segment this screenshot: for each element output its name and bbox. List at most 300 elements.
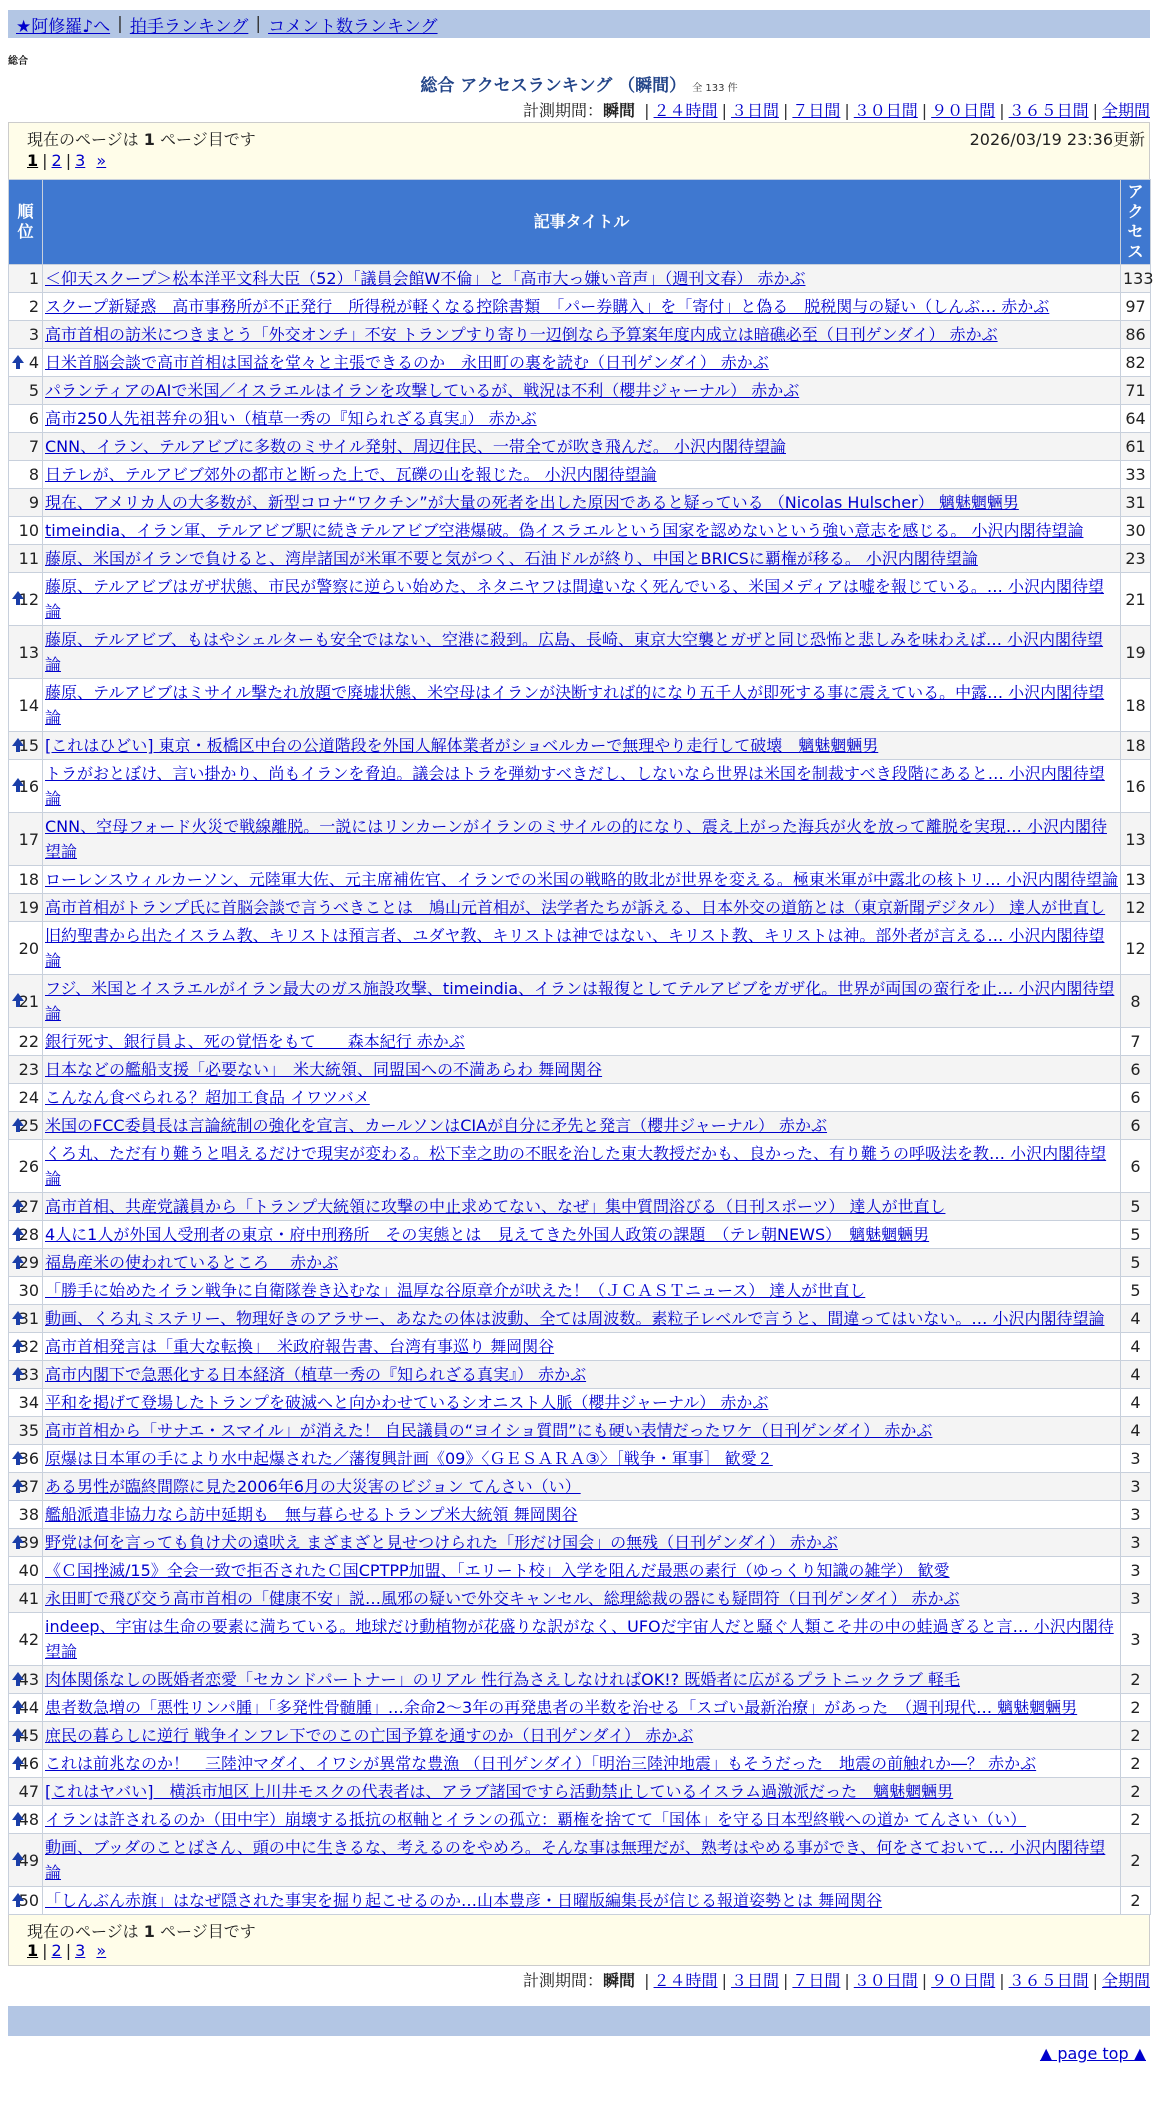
table-row xyxy=(9,1887,1151,1915)
rank-cell xyxy=(9,1585,43,1613)
access-count: 33 xyxy=(1121,461,1151,489)
title-cell xyxy=(43,1750,1121,1778)
period-option-link[interactable]: ３６５日間 xyxy=(1008,1971,1089,1990)
rank-number: 32 xyxy=(18,1337,39,1356)
title-cell xyxy=(43,265,1121,293)
period-separator: | xyxy=(999,101,1005,120)
rank-number: 41 xyxy=(18,1589,39,1608)
table-row xyxy=(9,545,1151,573)
access-count: 30 xyxy=(1121,517,1151,545)
rank-number: 2 xyxy=(28,297,39,316)
table-row xyxy=(9,1249,1151,1277)
title-cell xyxy=(43,1028,1121,1056)
article-title-link[interactable]: 高市首相の訪米につきまとう「外交オンチ」不安 トランプすり寄り一辺倒なら予算案年度内成立は暗礁必至（日刊ゲンダイ） 赤かぶ xyxy=(45,325,998,344)
rank-cell xyxy=(9,894,43,922)
period-option-link[interactable]: ３６５日間 xyxy=(1008,101,1089,120)
period-current: 瞬間 xyxy=(603,1971,636,1990)
access-count: 97 xyxy=(1121,293,1151,321)
article-title-link[interactable]: フジ、米国とイスラエルがイラン最大のガス施設攻撃、timeindia、イランは報復としてテルアビブをガザ化。世界が両国の蛮行を止… 小沢内閣待望論 xyxy=(45,979,1115,1023)
rank-cell xyxy=(9,1694,43,1722)
rank-number: 27 xyxy=(18,1197,39,1216)
period-options xyxy=(640,1971,1150,1990)
table-row xyxy=(9,975,1151,1028)
page-title: 総合 アクセスランキング （瞬間） xyxy=(420,76,687,96)
title-cell xyxy=(43,1806,1121,1834)
period-option-link[interactable]: ２４時間 xyxy=(653,101,718,120)
table-row xyxy=(9,1501,1151,1529)
title-cell xyxy=(43,922,1121,975)
article-title-link[interactable]: 米国のFCC委員長は言論統制の強化を宣言、カールソンはCIAが自分に矛先と発言（櫻井ジャーナル） 赤かぶ xyxy=(45,1116,828,1135)
table-row xyxy=(9,573,1151,626)
article-title-link[interactable]: 高市首相から「サナエ・スマイル」が消えた！ 自民議員の“ヨイショ質問”にも硬い表情だったワケ（日刊ゲンダイ） 赤かぶ xyxy=(45,1421,933,1440)
rank-number: 6 xyxy=(28,409,39,428)
access-count: 3 xyxy=(1121,1529,1151,1557)
access-count: 7 xyxy=(1121,1028,1151,1056)
period-option-link[interactable]: ３０日間 xyxy=(853,101,918,120)
table-row xyxy=(9,405,1151,433)
article-title-link[interactable]: くろ丸、ただ有り難うと唱えるだけで現実が変わる。松下幸之助の不眠を治した東大教授だかも、良かった、有り難うの呼吸法を教… 小沢内閣待望論 xyxy=(45,1144,1107,1188)
table-row xyxy=(9,517,1151,545)
table-row xyxy=(9,813,1151,866)
pager-separator: | xyxy=(42,1941,48,1960)
rank-cell xyxy=(9,321,43,349)
rank-cell xyxy=(9,1501,43,1529)
article-title-link[interactable]: 現在、アメリカ人の大多数が、新型コロナ“ワクチン”が大量の死者を出した原因であると疑っている （Nicolas Hulscher） 魑魅魍魎男 xyxy=(45,493,1019,512)
rank-cell xyxy=(9,1445,43,1473)
article-title-link[interactable]: スクープ新疑惑 高市事務所が不正発行 所得税が軽くなる控除書類 「パー券購入」を「寄付」と偽る 脱税関与の疑い（しんぶ… 赤かぶ xyxy=(45,297,1050,316)
access-count: 3 xyxy=(1121,1473,1151,1501)
article-title-link[interactable]: 肉体関係なしの既婚者恋愛「セカンドパートナー」のリアル 性行為さえしなければOK!? 既婚者に広がるプラトニックラブ 軽毛 xyxy=(45,1670,961,1689)
access-count: 8 xyxy=(1121,975,1151,1028)
article-title-link[interactable]: 日米首脳会談で高市首相は国益を堂々と主張できるのか 永田町の裏を読む（日刊ゲンダイ） 赤かぶ xyxy=(45,353,769,372)
pager-current: 1 xyxy=(27,151,39,170)
rank-number: 24 xyxy=(18,1088,39,1107)
rank-cell xyxy=(9,1834,43,1887)
table-row xyxy=(9,1333,1151,1361)
table-row xyxy=(9,1112,1151,1140)
table-row xyxy=(9,349,1151,377)
article-title-link[interactable]: 高市首相、共産党議員から「トランプ大統領に攻撃の中止求めてない、なぜ」集中質問浴びる（日刊スポーツ） 達人が世直し xyxy=(45,1197,946,1216)
rank-number: 12 xyxy=(18,589,39,609)
table-row xyxy=(9,1722,1151,1750)
article-title-link[interactable]: 動画、ブッダのことばさん、頭の中に生きるな、考えるのをやめろ。そんな事は無理だが、熟考はやめる事ができ、何をさておいて… 小沢内閣待望論 xyxy=(45,1838,1106,1882)
rank-number: 44 xyxy=(18,1698,39,1717)
rank-number: 34 xyxy=(18,1393,39,1412)
table-row xyxy=(9,1221,1151,1249)
ranking-table xyxy=(8,179,1154,1915)
site-label: 総合 xyxy=(8,56,28,67)
access-count: 31 xyxy=(1121,489,1151,517)
rank-number: 18 xyxy=(18,870,39,889)
article-title-link[interactable]: 《Ｃ国挫滅/15》全会一致で拒否されたＣ国CPTPP加盟、「エリート校」入学を阻んだ最悪の素行（ゆっくり知識の雑学） 歓愛 xyxy=(45,1561,950,1580)
current-page-suffix: ページ目です xyxy=(154,130,256,149)
access-count: 5 xyxy=(1121,1249,1151,1277)
access-count: 18 xyxy=(1121,732,1151,760)
period-label: 計測期間： xyxy=(523,1971,604,1990)
pager-bottom xyxy=(27,1941,106,1960)
article-title-link[interactable]: 「しんぶん赤旗」はなぜ隠された事実を掘り起こせるのか…山本豊彦・日曜版編集長が信じる報道姿勢とは 舞岡関谷 xyxy=(45,1891,883,1910)
title-cell xyxy=(43,1585,1121,1613)
period-option-link[interactable]: ９０日間 xyxy=(931,101,996,120)
period-option-link[interactable]: ３日間 xyxy=(730,1971,779,1990)
rank-number: 16 xyxy=(18,776,39,796)
access-count: 2 xyxy=(1121,1778,1151,1806)
table-row xyxy=(9,760,1151,813)
table-row xyxy=(9,1445,1151,1473)
access-count: 86 xyxy=(1121,321,1151,349)
title-cell xyxy=(43,1694,1121,1722)
table-row xyxy=(9,866,1151,894)
comment-ranking-link[interactable]: コメント数ランキング xyxy=(268,16,438,37)
period-option-link[interactable]: 全期間 xyxy=(1101,1971,1150,1990)
table-row xyxy=(9,732,1151,760)
title-cell xyxy=(43,626,1121,679)
period-separator: | xyxy=(844,1971,850,1990)
article-title-link[interactable]: 原爆は日本軍の手により水中起爆された／藩復興計画《09》〈ＧＥＳＡＲＡ③〉［戦争・軍事］ 歓愛２ xyxy=(45,1449,773,1468)
pager-page-link[interactable]: 2 xyxy=(51,151,62,170)
rank-number: 33 xyxy=(18,1365,39,1384)
rank-cell xyxy=(9,1417,43,1445)
article-title-link[interactable]: 患者数急増の「悪性リンパ腫」「多発性骨髄腫」…余命2～3年の再発患者の半数を治せる「スゴい最新治療」があった （週刊現代… 魑魅魍魎男 xyxy=(45,1698,1078,1717)
rank-cell xyxy=(9,1473,43,1501)
rank-number: 15 xyxy=(18,736,39,755)
article-title-link[interactable]: 4人に1人が外国人受刑者の東京・府中刑務所 その実態とは 見えてきた外国人政策の課題 （テレ朝NEWS） 魑魅魍魎男 xyxy=(45,1225,930,1244)
table-row xyxy=(9,1666,1151,1694)
header-count: アクセス xyxy=(1121,180,1151,265)
title-cell xyxy=(43,1473,1121,1501)
pager-separator: | xyxy=(65,151,72,170)
access-count: 2 xyxy=(1121,1722,1151,1750)
rank-cell xyxy=(9,1193,43,1221)
title-cell xyxy=(43,1140,1121,1193)
rank-cell xyxy=(9,489,43,517)
rank-cell xyxy=(9,433,43,461)
table-row xyxy=(9,1529,1151,1557)
access-count: 2 xyxy=(1121,1834,1151,1887)
period-option-link[interactable]: ３日間 xyxy=(730,101,779,120)
rank-number: 14 xyxy=(18,695,39,715)
rank-cell xyxy=(9,461,43,489)
ranking-rows xyxy=(9,265,1154,1915)
period-separator: | xyxy=(844,101,850,120)
article-title-link[interactable]: indeep、宇宙は生命の要素に満ちている。地球だけ動植物が花盛りな訳がなく、UFOだ宇宙人だと騒ぐ人類こそ井の中の蛙過ぎると言… 小沢内閣待望論 xyxy=(45,1617,1114,1661)
table-row xyxy=(9,1361,1151,1389)
access-count: 2 xyxy=(1121,1806,1151,1834)
pager-current: 1 xyxy=(27,1941,39,1960)
title-cell xyxy=(43,1722,1121,1750)
home-link[interactable]: ★阿修羅♪へ xyxy=(16,16,111,37)
article-title-link[interactable]: 動画、くろ丸ミステリー、物理好きのアラサー、あなたの体は波動、全ては周波数。素粒子レベルで言うと、間違ってはいない。… 小沢内閣待望論 xyxy=(45,1309,1105,1328)
article-title-link[interactable]: 藤原、テルアビブはガザ状態、市民が警察に逆らい始めた、ネタニヤフは間違いなく死んでいる、米国メディアは嘘を報じている。… 小沢内閣待望論 xyxy=(45,577,1105,621)
article-title-link[interactable]: 藤原、テルアビブ、もはやシェルターも安全ではない、空港に殺到。広島、長崎、東京大空襲とガザと同じ恐怖と悲しみを味わえば… 小沢内閣待望論 xyxy=(45,630,1104,674)
table-row xyxy=(9,1750,1151,1778)
title-cell xyxy=(43,1305,1121,1333)
access-count: 6 xyxy=(1121,1056,1151,1084)
pager-page-link[interactable]: 2 xyxy=(51,1941,62,1960)
rank-number: 47 xyxy=(18,1782,39,1801)
access-count: 4 xyxy=(1121,1333,1151,1361)
title-cell xyxy=(43,1778,1121,1806)
title-cell xyxy=(43,1417,1121,1445)
table-row xyxy=(9,265,1151,293)
page xyxy=(8,0,1154,2063)
table-row xyxy=(9,626,1151,679)
article-title-link[interactable]: CNN、イラン、テルアビブに多数のミサイル発射、周辺住民、一帯全てが吹き飛んだ。 小沢内閣待望論 xyxy=(45,437,786,456)
rank-number: 22 xyxy=(18,1032,39,1051)
period-separator: | xyxy=(999,1971,1005,1990)
period-selector-bottom xyxy=(8,1970,1150,1992)
title-cell xyxy=(43,1389,1121,1417)
title-cell xyxy=(43,1501,1121,1529)
table-row xyxy=(9,1084,1151,1112)
rank-cell xyxy=(9,813,43,866)
period-separator: | xyxy=(782,101,789,120)
article-title-link[interactable]: 高市250人先祖菩弁の狙い（植草一秀の『知られざる真実』） 赤かぶ xyxy=(45,409,537,428)
article-title-link[interactable]: 庶民の暮らしに逆行 戦争インフレ下でのこの亡国予算を通すのか（日刊ゲンダイ） 赤かぶ xyxy=(45,1726,694,1745)
rank-number: 30 xyxy=(18,1281,39,1300)
rank-cell xyxy=(9,1305,43,1333)
period-separator: | xyxy=(644,101,650,120)
access-count: 5 xyxy=(1121,1193,1151,1221)
rank-cell xyxy=(9,732,43,760)
title-cell xyxy=(43,975,1121,1028)
title-cell xyxy=(43,573,1121,626)
article-title-link[interactable]: こんなん食べられる？超加工食品 イワツバメ xyxy=(45,1088,370,1107)
rank-number: 23 xyxy=(18,1060,39,1079)
article-title-link[interactable]: 藤原、テルアビブはミサイル撃たれ放題で廃墟状態、米空母はイランが決断すれば的になり五千人が即死する事に震えている。中露… 小沢内閣待望論 xyxy=(45,683,1105,727)
rank-number: 21 xyxy=(18,991,39,1011)
table-row xyxy=(9,1613,1151,1666)
rank-number: 40 xyxy=(18,1561,39,1580)
clap-ranking-link[interactable]: 拍手ランキング xyxy=(129,16,249,37)
article-title-link[interactable]: 永田町で飛び交う高市首相の「健康不安」説…風邪の疑いで外交キャンセル、総理総裁の器にも疑問符（日刊ゲンダイ） 赤かぶ xyxy=(45,1589,960,1608)
article-title-link[interactable]: イランは許されるのか（田中宇）崩壊する抵抗の枢軸とイランの孤立：覇権を捨てて「国体」を守る日本型終戦への道か てんさい（い） xyxy=(45,1810,1027,1829)
rank-cell xyxy=(9,1056,43,1084)
rank-number: 13 xyxy=(18,642,39,662)
table-row xyxy=(9,1389,1151,1417)
article-title-link[interactable]: ローレンスウィルカーソン、元陸軍大佐、元主席補佐官、イランでの米国の戦略的敗北が世界を変える。極東米軍が中露北の核トリ… 小沢内閣待望論 xyxy=(45,870,1119,889)
access-count: 3 xyxy=(1121,1585,1151,1613)
access-count: 2 xyxy=(1121,1887,1151,1915)
article-title-link[interactable]: 平和を掲げて登場したトランプを破滅へと向かわせているシオニスト人脈（櫻井ジャーナル） 赤かぶ xyxy=(45,1393,769,1412)
rank-number: 35 xyxy=(18,1421,39,1440)
rank-number: 31 xyxy=(18,1309,39,1328)
rank-cell xyxy=(9,1221,43,1249)
table-row xyxy=(9,1778,1151,1806)
current-page-text xyxy=(27,1919,256,1942)
article-title-link[interactable]: [これはヤバい] 横浜市旭区上川井モスクの代表者は、アラブ諸国ですら活動禁止しているイスラム過激派だった 魑魅魍魎男 xyxy=(45,1782,954,1801)
article-title-link[interactable]: これは前兆なのか！ 三陸沖マダイ、イワシが異常な豊漁 （日刊ゲンダイ）「明治三陸沖地震」もそうだった 地震の前触れか―？ 赤かぶ xyxy=(45,1754,1037,1773)
article-title-link[interactable]: 銀行死す、銀行員よ、死の覚悟をもて 森本紀行 赤かぶ xyxy=(45,1032,465,1051)
rank-number: 46 xyxy=(18,1754,39,1773)
pager-next-link[interactable]: » xyxy=(96,1941,107,1960)
title-cell xyxy=(43,545,1121,573)
access-count: 2 xyxy=(1121,1750,1151,1778)
period-option-link[interactable]: ９０日間 xyxy=(931,1971,996,1990)
rank-cell xyxy=(9,679,43,732)
table-row xyxy=(9,1417,1151,1445)
period-separator: | xyxy=(644,1971,650,1990)
title-cell xyxy=(43,1056,1121,1084)
header-title: 記事タイトル xyxy=(43,180,1121,265)
article-title-link[interactable]: 艦船派遣非協力なら訪中延期も 無与暮らせるトランプ米大統領 舞岡関谷 xyxy=(45,1505,578,1524)
article-title-link[interactable]: [これはひどい] 東京・板橋区中台の公道階段を外国人解体業者がショベルカーで無理やり走行して破壊 魑魅魍魎男 xyxy=(45,736,879,755)
period-option-link[interactable]: 全期間 xyxy=(1101,101,1150,120)
article-title-link[interactable]: 高市首相がトランプ氏に首脳会談で言うべきことは 鳩山元首相が、法学者たちが訴える、日本外交の道筋とは（東京新聞デジタル） 達人が世直し xyxy=(45,898,1106,917)
access-count: 4 xyxy=(1121,1389,1151,1417)
article-title-link[interactable]: 高市首相発言は「重大な転換」 米政府報告書、台湾有事巡り 舞岡関谷 xyxy=(45,1337,555,1356)
article-title-link[interactable]: 藤原、米国がイランで負けると、湾岸諸国が米軍不要と気がつく、石油ドルが終り、中国とBRICSに覇権が移る。 小沢内閣待望論 xyxy=(45,549,978,568)
period-option-link[interactable]: ２４時間 xyxy=(653,1971,718,1990)
title-cell xyxy=(43,349,1121,377)
table-row xyxy=(9,1557,1151,1585)
table-row xyxy=(9,1585,1151,1613)
pager-page-link[interactable]: 3 xyxy=(75,151,86,170)
rank-number: 39 xyxy=(18,1533,39,1552)
period-label: 計測期間： xyxy=(523,101,604,120)
article-title-link[interactable]: パランティアのAIで米国／イスラエルはイランを攻撃しているが、戦況は不利（櫻井ジャーナル） 赤かぶ xyxy=(45,381,800,400)
access-count: 3 xyxy=(1121,1445,1151,1473)
title-cell xyxy=(43,1529,1121,1557)
updated-timestamp: 2026/03/19 23:36更新 xyxy=(969,130,1145,149)
article-title-link[interactable]: 福島産米の使われているところ 赤かぶ xyxy=(45,1253,339,1272)
page-top-link[interactable]: ▲ page top ▲ xyxy=(1039,2044,1146,2063)
total-count: 全 133 件 xyxy=(692,83,738,94)
rank-cell xyxy=(9,1750,43,1778)
period-separator: | xyxy=(721,101,727,120)
table-row xyxy=(9,1028,1151,1056)
rank-number: 49 xyxy=(18,1850,39,1870)
top-nav xyxy=(8,10,1150,38)
access-count: 12 xyxy=(1121,894,1151,922)
rank-number: 3 xyxy=(28,325,39,344)
article-title-link[interactable]: 日テレが、テルアビブ郊外の都市と断った上で、瓦礫の山を報じた。 小沢内閣待望論 xyxy=(45,465,657,484)
title-cell xyxy=(43,1249,1121,1277)
table-row xyxy=(9,461,1151,489)
rank-cell xyxy=(9,1887,43,1915)
title-cell xyxy=(43,1887,1121,1915)
rank-cell xyxy=(9,1778,43,1806)
title-cell xyxy=(43,894,1121,922)
rank-cell xyxy=(9,405,43,433)
article-title-link[interactable]: トラがおとぼけ、言い掛かり、尚もイランを脅迫。議会はトラを弾劾すべきだし、しないなら世界は米国を制裁すべき段階にあると… 小沢内閣待望論 xyxy=(45,764,1105,808)
access-count: 6 xyxy=(1121,1112,1151,1140)
access-count: 4 xyxy=(1121,1305,1151,1333)
access-count: 2 xyxy=(1121,1694,1151,1722)
rank-number: 1 xyxy=(28,269,39,288)
access-count: 3 xyxy=(1121,1613,1151,1666)
title-cell xyxy=(43,433,1121,461)
article-title-link[interactable]: 野党は何を言っても負け犬の遠吠え まざまざと見せつけられた「形だけ国会」の無残（日刊ゲンダイ） 赤かぶ xyxy=(45,1533,838,1552)
article-title-link[interactable]: 旧約聖書から出たイスラム教、キリストは預言者、ユダヤ教、キリストは神ではない、キリスト教、キリストは神。部外者が言える… 小沢内閣待望論 xyxy=(45,926,1105,970)
table-row xyxy=(9,894,1151,922)
pager-next-link[interactable]: » xyxy=(96,151,107,170)
title-cell xyxy=(43,517,1121,545)
rank-number: 10 xyxy=(18,521,39,540)
article-title-link[interactable]: ある男性が臨終間際に見た2006年6月の大災害のビジョン てんさい（い） xyxy=(45,1477,581,1496)
period-option-link[interactable]: ７日間 xyxy=(792,1971,841,1990)
rank-cell xyxy=(9,1361,43,1389)
nav-separator: | xyxy=(117,14,123,34)
title-cell xyxy=(43,461,1121,489)
title-cell xyxy=(43,679,1121,732)
period-option-link[interactable]: ３０日間 xyxy=(853,1971,918,1990)
page-info-bottom xyxy=(8,1915,1150,1966)
rank-cell xyxy=(9,517,43,545)
table-row xyxy=(9,433,1151,461)
rank-number: 36 xyxy=(18,1449,39,1468)
article-title-link[interactable]: 日本などの艦船支援「必要ない」 米大統領、同盟国への不満あらわ 舞岡関谷 xyxy=(45,1060,603,1079)
rank-number: 48 xyxy=(18,1810,39,1829)
title-cell xyxy=(43,760,1121,813)
access-count: 12 xyxy=(1121,922,1151,975)
title-cell xyxy=(43,1084,1121,1112)
article-title-link[interactable]: CNN、空母フォード火災で戦線離脱。一説にはリンカーンがイランのミサイルの的になり、震え上がった海兵が火を放って離脱を実現… 小沢内閣待望論 xyxy=(45,817,1107,861)
title-cell xyxy=(43,1193,1121,1221)
table-row xyxy=(9,489,1151,517)
period-separator: | xyxy=(921,1971,928,1990)
rank-cell xyxy=(9,760,43,813)
current-page-num: 1 xyxy=(143,1922,155,1941)
access-count: 71 xyxy=(1121,377,1151,405)
period-option-link[interactable]: ７日間 xyxy=(792,101,841,120)
rank-number: 20 xyxy=(18,938,39,958)
access-count: 6 xyxy=(1121,1140,1151,1193)
access-count: 21 xyxy=(1121,573,1151,626)
rank-number: 29 xyxy=(18,1253,39,1272)
rank-cell xyxy=(9,1084,43,1112)
rank-cell xyxy=(9,265,43,293)
rank-number: 37 xyxy=(18,1477,39,1496)
table-row xyxy=(9,1473,1151,1501)
rank-cell xyxy=(9,545,43,573)
access-count: 3 xyxy=(1121,1557,1151,1585)
rank-cell xyxy=(9,1529,43,1557)
period-separator: | xyxy=(921,101,928,120)
rank-number: 17 xyxy=(18,829,39,849)
rank-cell xyxy=(9,573,43,626)
title-cell xyxy=(43,732,1121,760)
rank-cell xyxy=(9,1140,43,1193)
table-row xyxy=(9,1193,1151,1221)
rank-number: 26 xyxy=(18,1156,39,1176)
access-count: 4 xyxy=(1121,1361,1151,1389)
article-title-link[interactable]: 高市内閣下で急悪化する日本経済（植草一秀の『知られざる真実』） 赤かぶ xyxy=(45,1365,587,1384)
article-title-link[interactable]: timeindia、イラン軍、テルアビブ駅に続きテルアビブ空港爆破。偽イスラエルという国家を認めないという強い意志を感じる。 小沢内閣待望論 xyxy=(45,521,1084,540)
pager-page-link[interactable]: 3 xyxy=(75,1941,86,1960)
period-options xyxy=(640,101,1150,120)
title-cell xyxy=(43,1613,1121,1666)
rank-number: 38 xyxy=(18,1505,39,1524)
title-cell xyxy=(43,1221,1121,1249)
title-cell xyxy=(43,1445,1121,1473)
access-count: 23 xyxy=(1121,545,1151,573)
title-cell xyxy=(43,1834,1121,1887)
rank-cell xyxy=(9,1389,43,1417)
title-cell xyxy=(43,1333,1121,1361)
table-row xyxy=(9,1806,1151,1834)
current-page-prefix: 現在のページは xyxy=(27,130,144,149)
title-cell xyxy=(43,377,1121,405)
rank-number: 43 xyxy=(18,1670,39,1689)
access-count: 16 xyxy=(1121,760,1151,813)
article-title-link[interactable]: 「勝手に始めたイラン戦争に自衛隊巻き込むな」温厚な谷原章介が吠えた！（ＪＣＡＳＴニュース） 達人が世直し xyxy=(45,1281,866,1300)
article-title-link[interactable]: ＜仰天スクープ＞松本洋平文科大臣（52）「議員会館W不倫」と「高市大っ嫌い音声」（週刊文春） 赤かぶ xyxy=(45,269,806,288)
title-cell xyxy=(43,1112,1121,1140)
table-row xyxy=(9,293,1151,321)
table-row xyxy=(9,922,1151,975)
period-current: 瞬間 xyxy=(603,101,636,120)
